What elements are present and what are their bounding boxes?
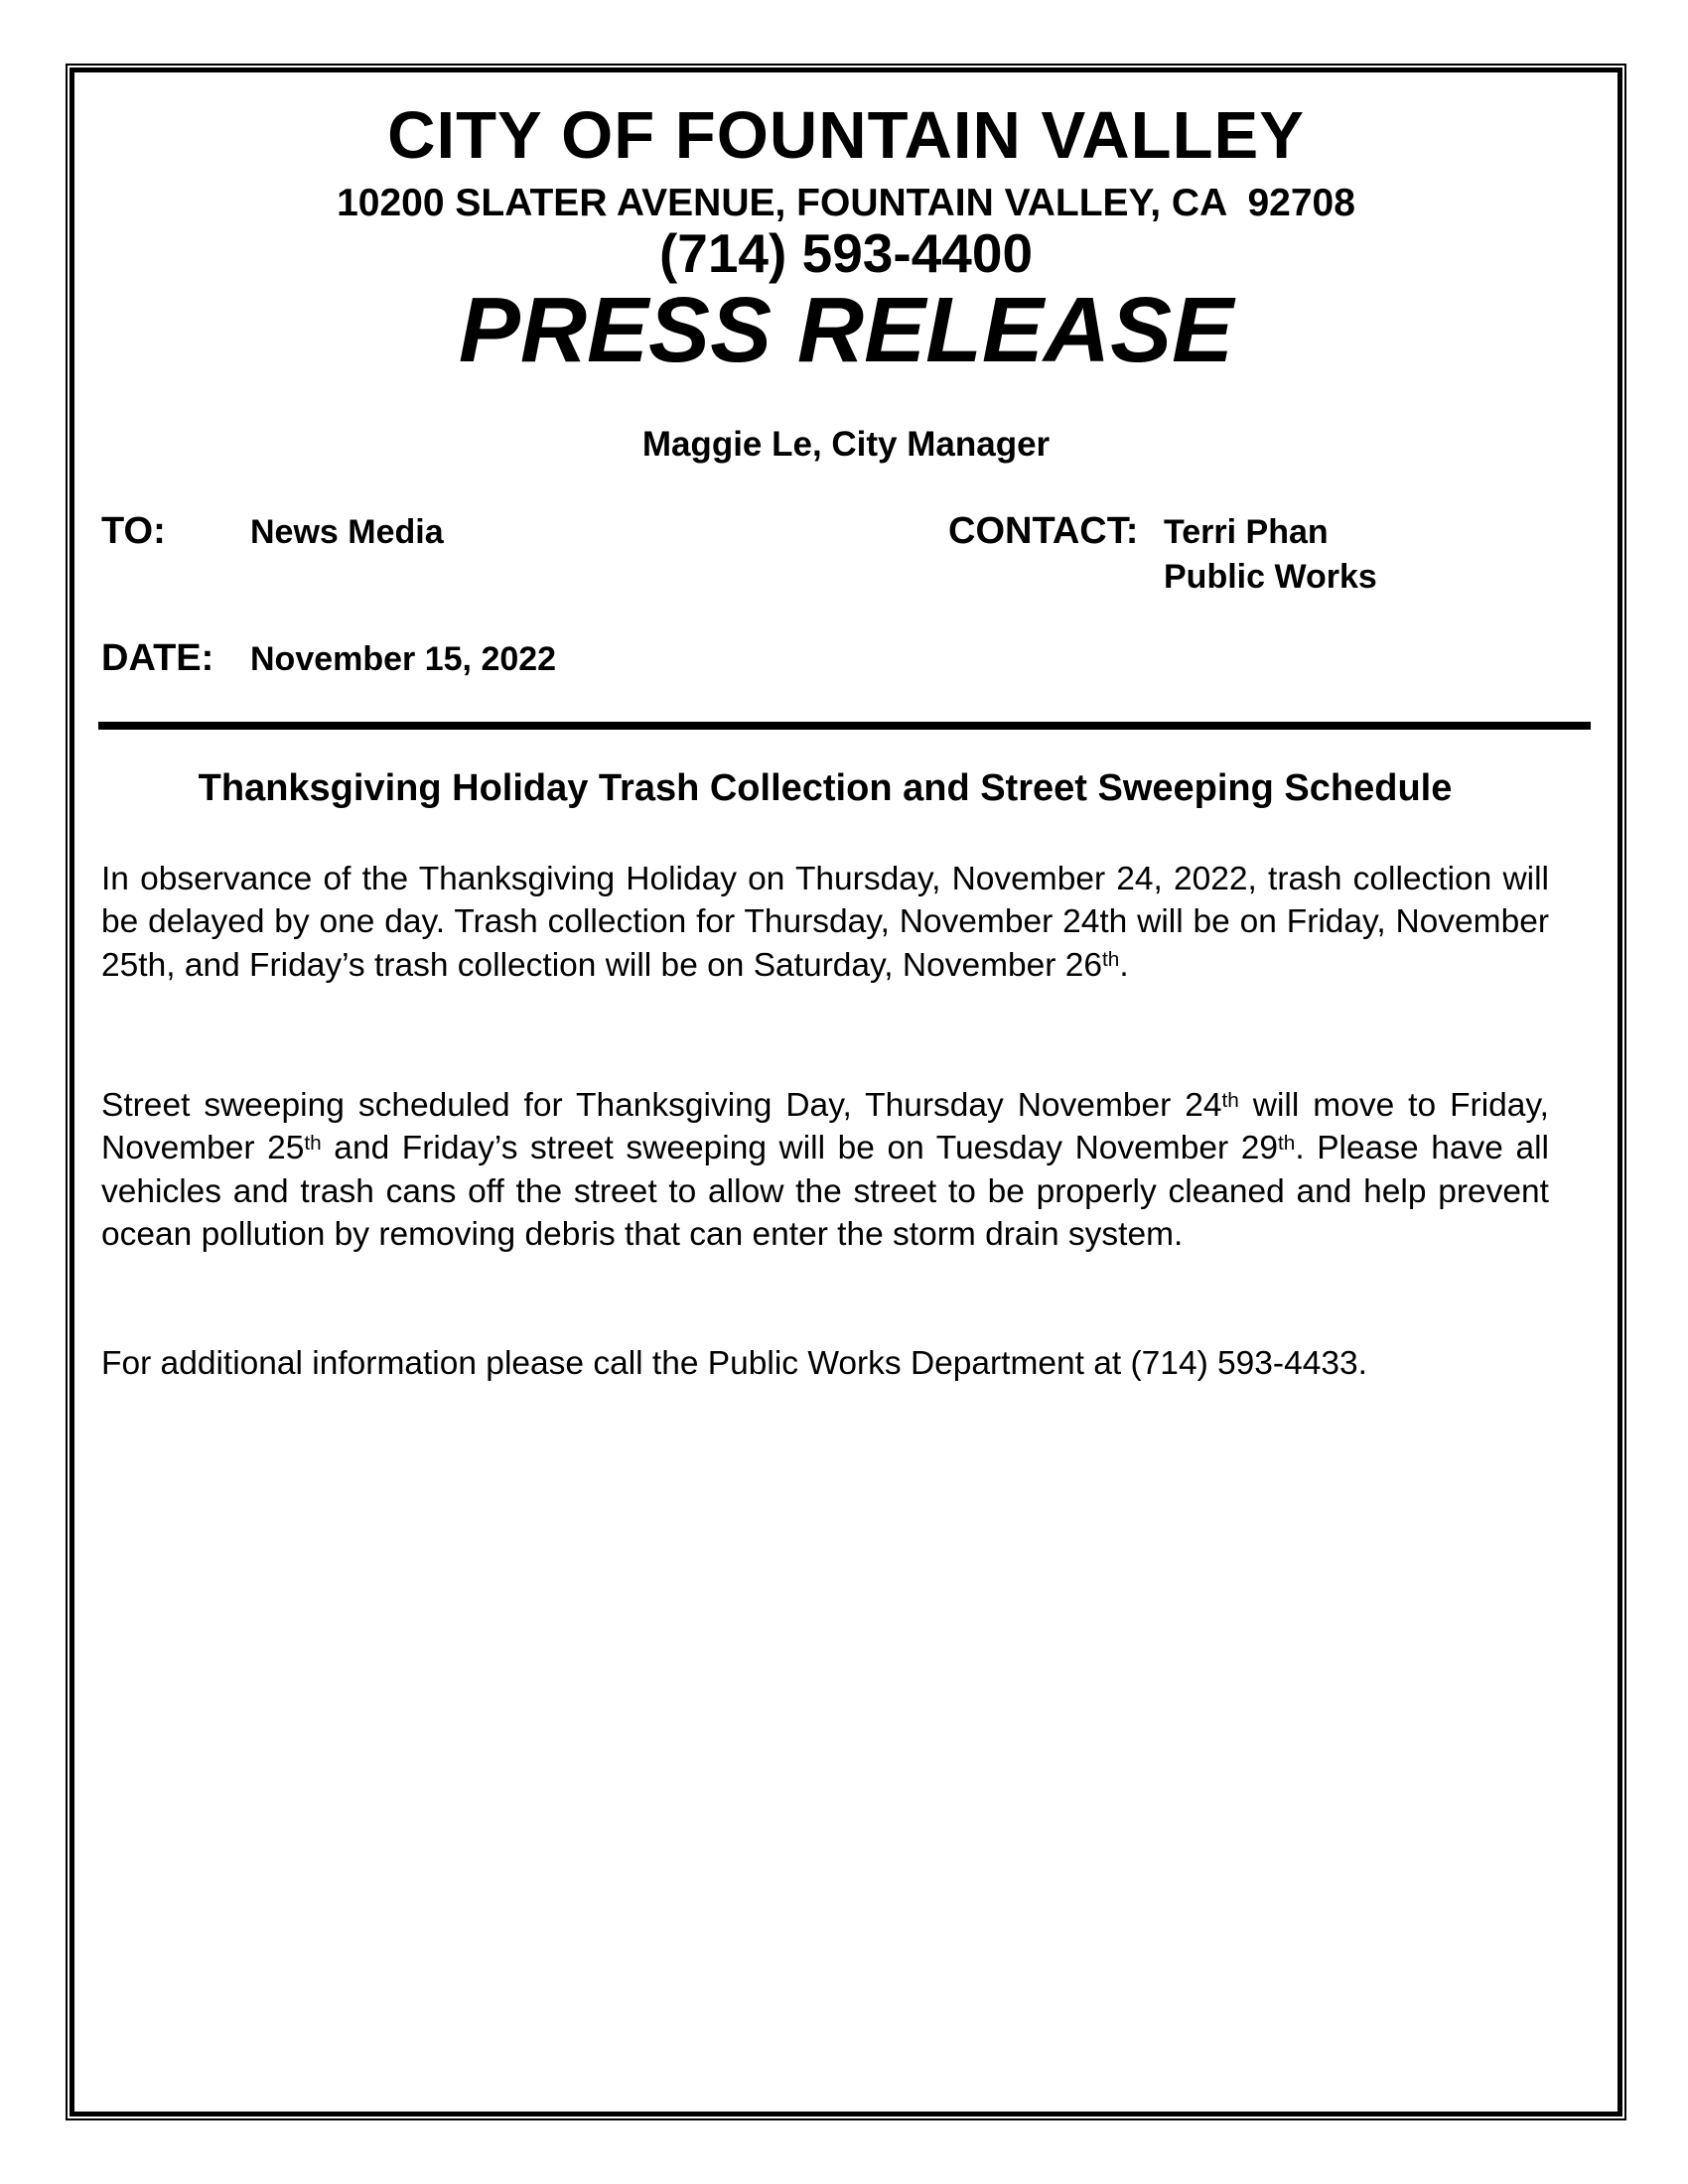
- headline: Thanksgiving Holiday Trash Collection and Street Sweeping Schedule: [198, 767, 1453, 809]
- date-value: November 15, 2022: [250, 640, 557, 678]
- city-title: CITY OF FOUNTAIN VALLEY: [387, 98, 1305, 173]
- body-paragraph: In observance of the Thanksgiving Holiday on Thursday, November 24, 2022, trash collection will be delayed by one day. Trash collection for Thursday, November 24th will be on Friday, November 25th, and Friday’s trash collection will be on Saturday, November 26th.: [101, 861, 1549, 984]
- phone-line: (714) 593-4400: [658, 222, 1034, 284]
- address-line: 10200 SLATER AVENUE, FOUNTAIN VALLEY, CA 92708: [337, 182, 1355, 224]
- document-frame-inner: [70, 68, 1622, 2116]
- city-manager-line: Maggie Le, City Manager: [641, 425, 1051, 464]
- date-label: DATE:: [101, 637, 214, 679]
- to-label: TO:: [101, 510, 166, 552]
- divider-rule: [98, 722, 1591, 730]
- to-value: News Media: [250, 513, 444, 551]
- press-release-title: PRESS RELEASE: [458, 278, 1234, 381]
- body-paragraph: For additional information please call the Public Works Department at (714) 593-4433.: [101, 1345, 1367, 1382]
- contact-name: Terri Phan: [1164, 513, 1329, 551]
- contact-value: [1164, 510, 1377, 600]
- contact-department: Public Works: [1164, 558, 1377, 596]
- document-frame: [66, 64, 1626, 2120]
- contact-label: CONTACT:: [948, 510, 1139, 552]
- body-paragraph: Street sweeping scheduled for Thanksgiving Day, Thursday November 24th will move to Friday, November 25th and Friday’s street sweeping will be on Tuesday November 29th. Please have all vehicles and trash cans off the street to allow the street to be properly cleaned and help prevent ocean pollution by removing debris that can enter the storm drain system.: [101, 1087, 1549, 1253]
